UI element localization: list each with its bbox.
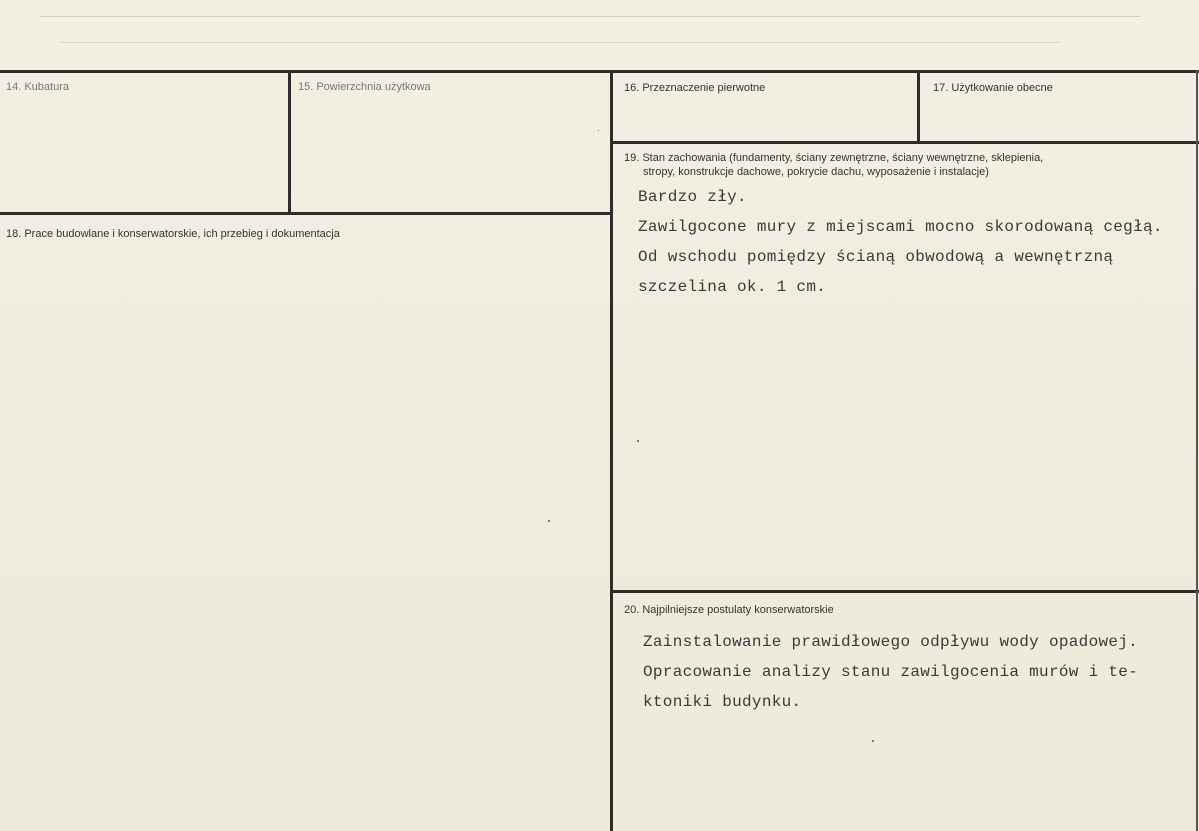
field-16-label: 16. Przeznaczenie pierwotne [624, 82, 766, 94]
paper-speck [872, 740, 874, 742]
paper-speck [598, 130, 599, 131]
field-19-label-line-1: 19. Stan zachowania (fundamenty, ściany zewnętrzne, ściany wewnętrzne, sklepienia, [624, 152, 1044, 164]
field-14-label: 14. Kubatura [6, 81, 69, 93]
row-divider-16-19 [610, 141, 1199, 144]
field-20-line: Opracowanie analizy stanu zawilgocenia murów i te- [643, 663, 1139, 681]
paper-speck [637, 440, 639, 442]
field-19-label-line-2: stropy, konstrukcje dachowe, pokrycie dachu, wyposażenie i instalacje) [643, 166, 989, 178]
field-19-line: szczelina ok. 1 cm. [638, 278, 827, 296]
field-19-line: Od wschodu pomiędzy ścianą obwodową a wewnętrzną [638, 248, 1114, 266]
center-divider [610, 70, 613, 831]
field-19-line: Bardzo zły. [638, 188, 747, 206]
field-20-content [643, 627, 1138, 717]
field-18-label: 18. Prace budowlane i konserwatorskie, ich przebieg i dokumentacja [6, 228, 340, 240]
field-20-line: Zainstalowanie prawidłowego odpływu wody opadowej. [643, 633, 1139, 651]
top-faint-line [40, 16, 1140, 17]
divider-14-15 [288, 70, 291, 214]
field-19-line: Zawilgocone mury z miejscami mocno skorodowaną cegłą. [638, 218, 1163, 236]
paper-speck [548, 520, 550, 522]
top-faint-line-2 [60, 42, 1060, 43]
top-border [0, 70, 1199, 73]
row-divider-19-20 [610, 590, 1199, 593]
divider-16-17 [917, 70, 920, 143]
field-20-label: 20. Najpilniejsze postulaty konserwatorskie [624, 604, 834, 616]
field-19-content [638, 182, 1163, 302]
field-15-label: 15. Powierzchnia użytkowa [298, 81, 431, 93]
right-edge [1196, 70, 1198, 831]
row-divider-15-18 [0, 212, 613, 215]
field-17-label: 17. Użytkowanie obecne [933, 82, 1053, 94]
field-20-line: ktoniki budynku. [643, 693, 802, 711]
